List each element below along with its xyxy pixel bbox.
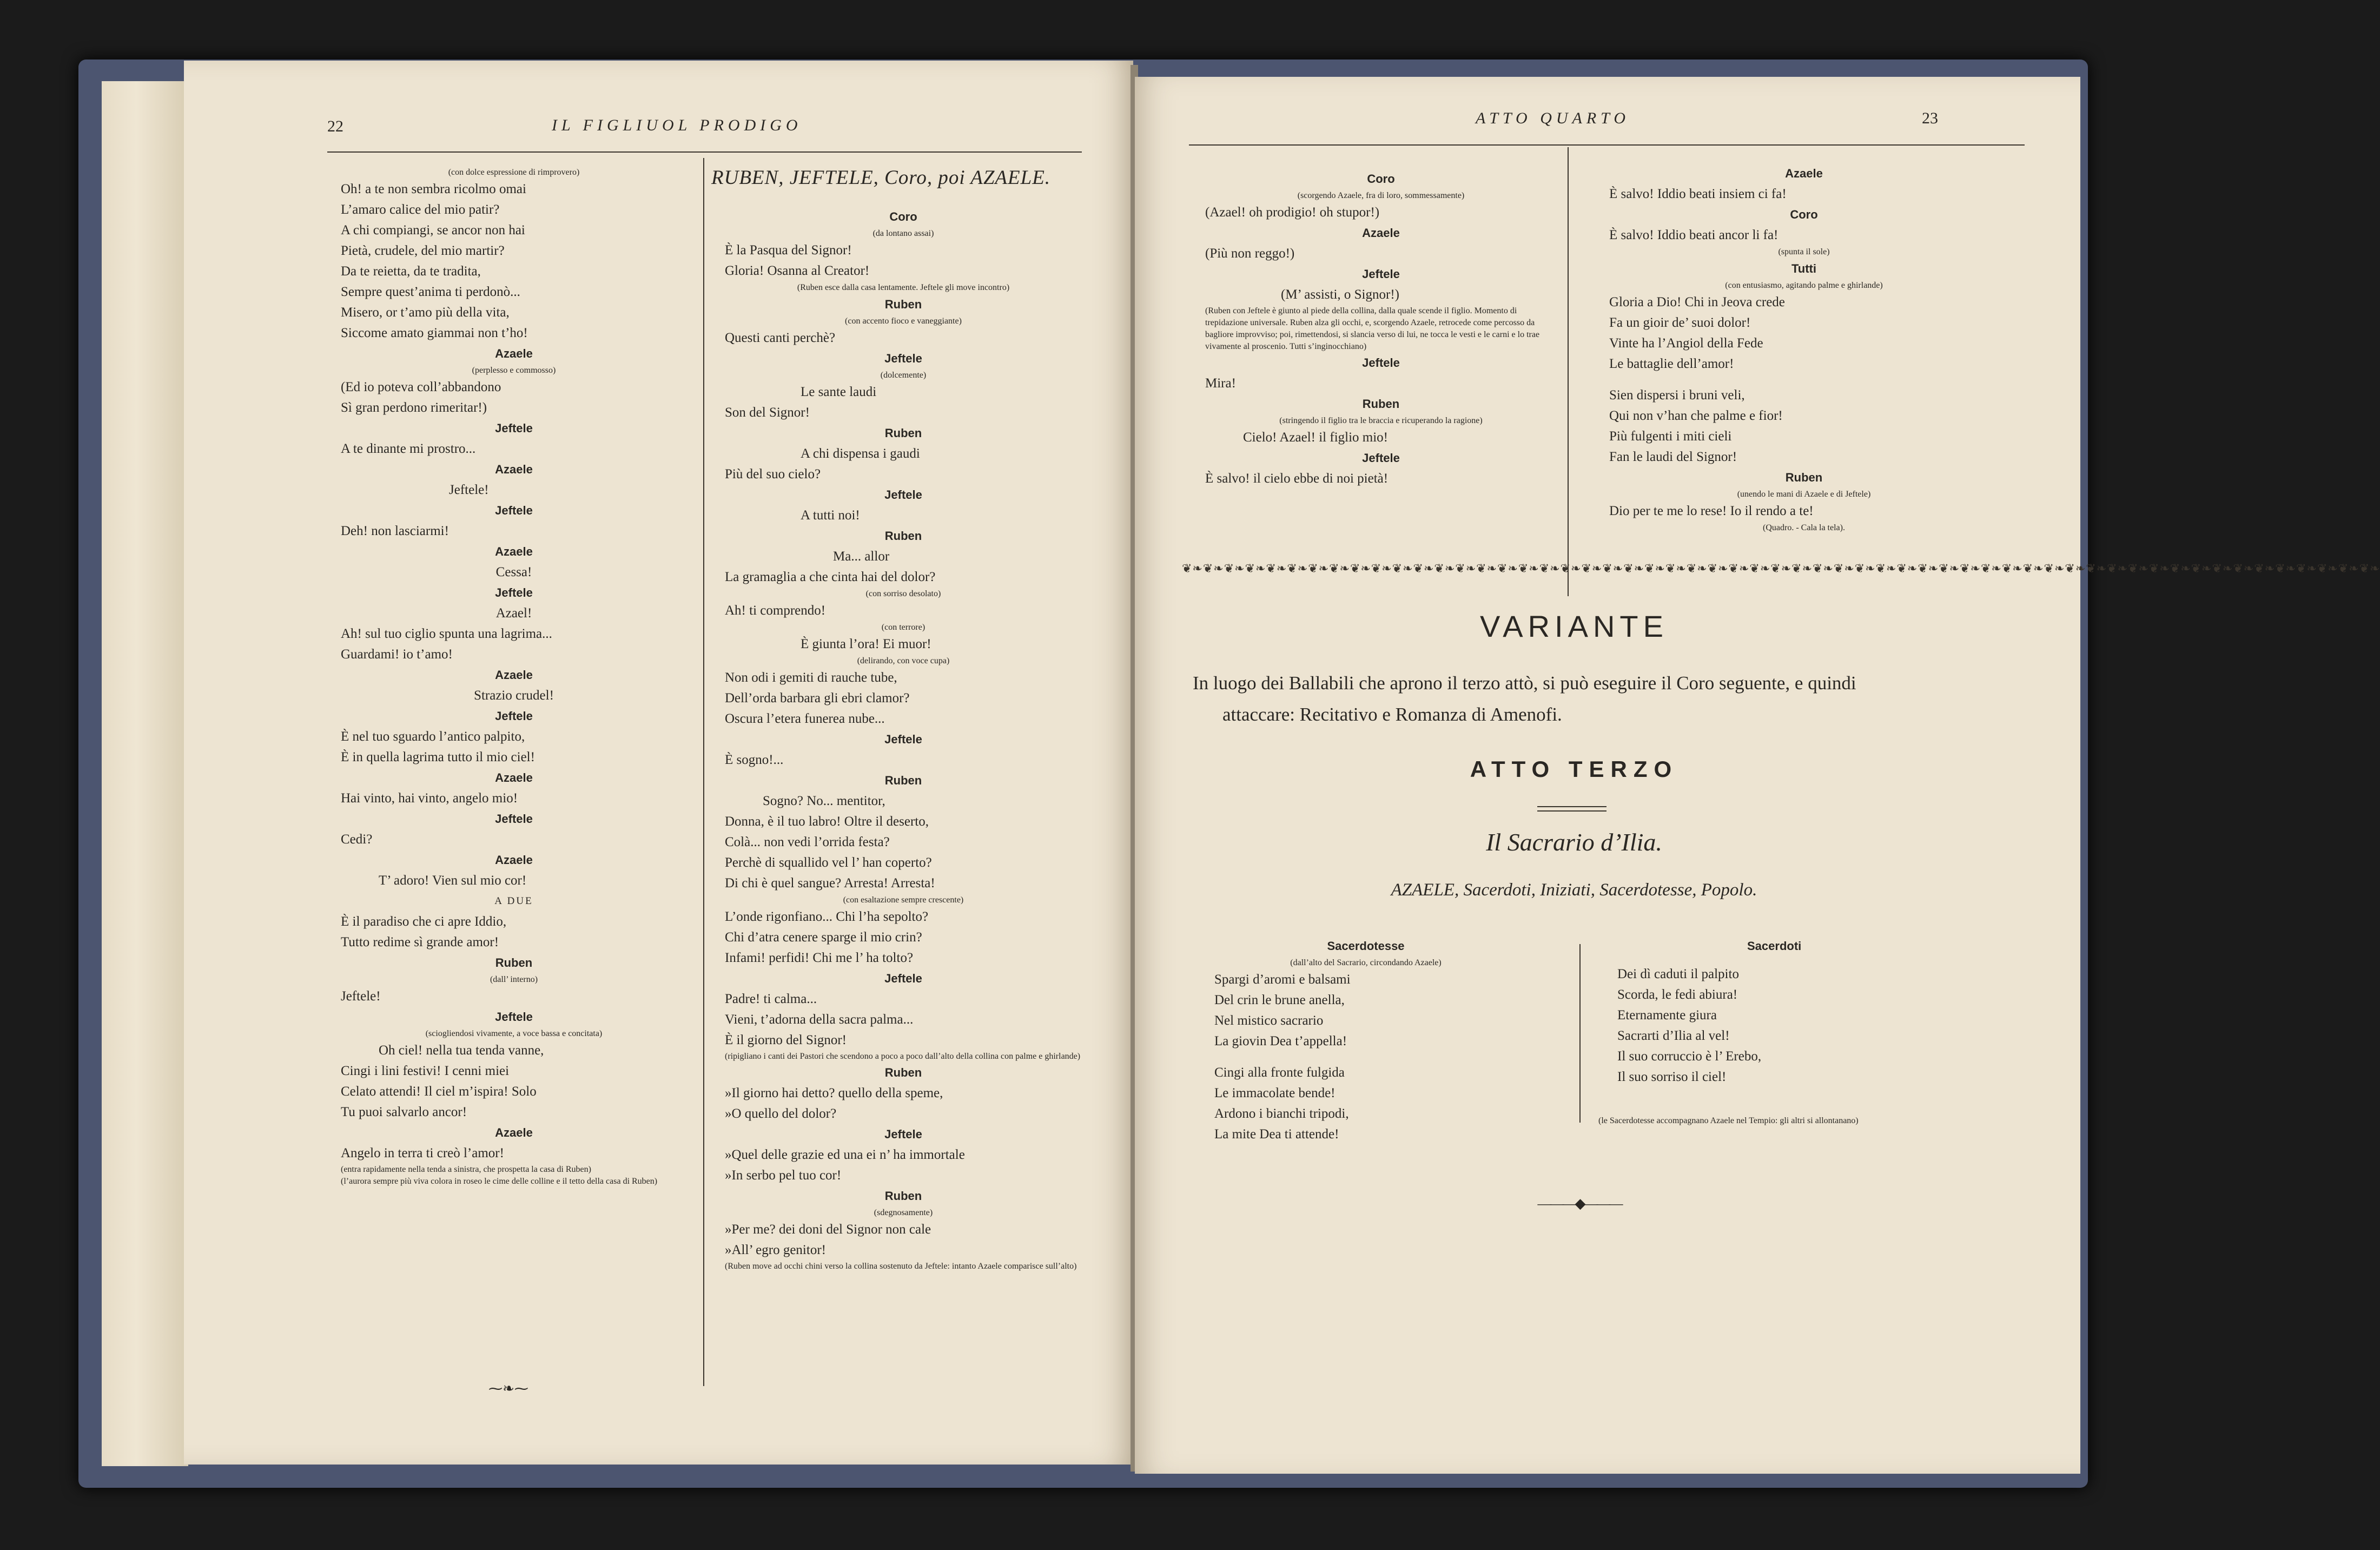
verse-line: Cingi alla fronte fulgida [1214,1065,1345,1080]
verse-line: Questi canti perchè? [725,331,836,345]
verse-lines [1617,964,1942,1087]
speaker-name: Ruben [884,426,922,440]
verse-line: Dio per te me lo rese! Io il rendo a te! [1609,504,1814,518]
stage-direction: (scorgendo Azaele, fra di loro, sommessamente) [1297,191,1465,200]
verse-line: Donna, è il tuo labro! Oltre il deserto, [725,814,929,829]
speaker-name: Azaele [495,853,533,867]
speaker-name: Ruben [884,1066,922,1079]
verse-line: Non odi i gemiti di rauche tube, [725,670,897,685]
verse-line: Cessa! [495,565,532,579]
stage-direction: (Ruben con Jeftele è giunto al piede della collina, dalla quale scende il figlio. Momento di trepidazione universale. Ruben alza gli occhi, e, scorgendo Azaele, retrocede come percosso da bagliore improvviso; poi, rimettendosi, si slancia verso di lui, ne tocca le vesti e le carni e lo trae vivamente al proscenio. Tutti s’inginocchiano) [1205,306,1540,351]
stage-direction: (con dolce espressione di rimprovero) [448,168,580,177]
stage-direction: (stringendo il figlio tra le braccia e ricuperando la ragione) [1279,416,1483,425]
verse-line: A chi dispensa i gaudi [801,446,920,461]
left-column-1 [341,166,687,1188]
verse-line: Il suo sorriso il ciel! [1617,1070,1727,1084]
scene-heading: RUBEN, JEFTELE, Coro, poi AZAELE. [711,167,1051,189]
verse-line: Angelo in terra ti creò l’amor! [341,1146,504,1160]
verse-line: Misero, or t’amo più della vita, [341,305,510,320]
a-due-label: A DUE [494,895,533,907]
speaker-name: Coro [889,210,917,223]
verse-line: Ma... allor [833,549,890,564]
verse-line: Jeftele! [449,483,489,497]
verse-line: (M’ assisti, o Signor!) [1281,287,1399,302]
verse-line: (Azael! oh prodigio! oh stupor!) [1205,205,1380,220]
stage-direction: (con accento fioco e vaneggiante) [845,316,962,326]
verse-line: Oh! a te non sembra ricolmo omai [341,182,526,196]
verse-line: Sacrarti d’Ilia al vel! [1617,1028,1730,1043]
right-column-1 [1205,169,1557,489]
verse-line: Deh! non lasciarmi! [341,524,449,538]
speaker-name: Jeftele [1362,356,1400,370]
verse-divider [1579,944,1581,1123]
verse-line: Chi d’atra cenere sparge il mio crin? [725,930,922,945]
speaker-name: Azaele [1362,226,1400,240]
verse-line: Strazio crudel! [474,688,554,703]
stanza-gap [1214,1052,1517,1063]
speaker-name: Azaele [495,771,533,784]
verse-line: (Ed io poteva coll’abbandono [341,380,501,394]
speaker-name: Azaele [495,1126,533,1139]
stanza-gap [1609,374,1999,385]
end-ornament: ———◆——— [1537,1196,1622,1211]
verse-line: È giunta l’ora! Ei muor! [801,637,931,651]
verse-line: Ardono i bianchi tripodi, [1214,1106,1349,1121]
speaker-name: Jeftele [1362,451,1400,465]
ornament-small: ⁓❧⁓ [488,1381,528,1396]
verse-line: Hai vinto, hai vinto, angelo mio! [341,791,518,806]
verse-line: Vieni, t’adorna della sacra palma... [725,1012,914,1027]
stage-direction: (con esaltazione sempre crescente) [843,895,964,905]
stage-direction: (spunta il sole) [1778,247,1830,256]
verse-line: Infami! perfidi! Chi me l’ ha tolto? [725,951,914,965]
verse-line: Sì gran perdono rimeritar!) [341,400,487,415]
speaker-name: Ruben [884,298,922,311]
verse-line: Tu puoi salvarlo ancor! [341,1105,467,1119]
verse-line: È in quella lagrima tutto il mio ciel! [341,750,535,764]
verse-line: Padre! ti calma... [725,992,817,1006]
verse-line: A chi compiangi, se ancor non hai [341,223,525,238]
verse-line: È il paradiso che ci apre Iddio, [341,914,507,929]
stage-direction: (dall’alto del Sacrario, circondando Azaele) [1290,958,1442,967]
verse-line: Fa un gioir de’ suoi dolor! [1609,315,1751,330]
left-page-number: 22 [327,117,343,135]
variante-title: VARIANTE [1480,609,1668,643]
act-rule [1537,810,1606,812]
stage-direction: (sdegnosamente) [874,1208,933,1217]
stage-direction: (con terrore) [881,623,925,632]
verse-line: Jeftele! [341,989,381,1004]
verse-line: Spargi d’aromi e balsami [1214,972,1351,987]
speaker-name: Jeftele [884,733,922,746]
left-column-2 [725,207,1082,1272]
verse-line: La gramaglia a che cinta hai del dolor? [725,570,936,584]
verse-lines [1214,969,1517,1145]
verse-line: È nel tuo sguardo l’antico palpito, [341,729,525,744]
column-divider [1568,147,1569,596]
verse-line: Più del suo cielo? [725,467,821,482]
verse-line: Ah! sul tuo ciglio spunta una lagrima... [341,626,552,641]
verse-line: »O quello del dolor? [725,1106,837,1121]
left-running-title: IL FIGLIUOL PRODIGO [552,116,802,134]
verse-line: A te dinante mi prostro... [341,441,476,456]
stage-direction: (con entusiasmo, agitando palme e ghirlande) [1725,281,1883,290]
speaker-name: Ruben [495,956,533,969]
verse-line: »Il giorno hai detto? quello della speme, [725,1086,943,1100]
speaker-name: Jeftele [884,352,922,365]
speaker-name: Jeftele [884,488,922,502]
speaker-name: Azaele [1785,167,1823,180]
verse-line: È salvo! Iddio beati ancor li fa! [1609,228,1779,242]
verse-line: La giovin Dea t’appella! [1214,1034,1347,1048]
verse-line: Tutto redime sì grande amor! [341,935,499,949]
variante-text-line-1: In luogo dei Ballabili che aprono il terzo attò, si può eseguire il Coro seguente, e quindi [1193,672,1856,694]
verse-line: Mira! [1205,376,1236,391]
verse-line: Sempre quest’anima ti perdonò... [341,285,520,299]
speaker-name: Jeftele [495,812,533,826]
verse-line: Sien dispersi i bruni veli, [1609,388,1745,403]
verse-line: Guardami! io t’amo! [341,647,453,662]
stage-direction: (sciogliendosi vivamente, a voce bassa e concitata) [425,1029,603,1038]
left-page [184,61,1133,1465]
speaker-name: Ruben [1362,397,1400,411]
verse-line: A tutti noi! [801,508,860,523]
verse-line: Cedi? [341,832,373,847]
stage-direction: (Quadro. - Cala la tela). [1763,523,1845,532]
verse-line: Cielo! Azael! il figlio mio! [1243,430,1388,445]
verse-line: T’ adoro! Vien sul mio cor! [379,873,527,888]
verse-line: Il suo corruccio è l’ Erebo, [1617,1049,1762,1064]
stage-direction: (dolcemente) [880,371,927,380]
verse-line: La mite Dea ti attende! [1214,1127,1339,1142]
verse-line: Del crin le brune anella, [1214,993,1345,1007]
speaker-name: Jeftele [495,421,533,435]
column-divider [703,158,704,1386]
stage-direction: (l’aurora sempre più viva colora in roseo le cime delle colline e il tetto della casa di Ruben) [341,1177,658,1186]
act-rule [1537,806,1606,807]
verse-line: L’amaro calice del mio patir? [341,202,500,217]
verse-line: Più fulgenti i miti cieli [1609,429,1732,444]
verse-line: Pietà, crudele, del mio martir? [341,243,505,258]
verse-line: Gloria! Osanna al Creator! [725,263,870,278]
ornament-band: ❦❧❦❧❦❧❦❧❦❧❦❧❦❧❦❧❦❧❦❧❦❧❦❧❦❧❦❧❦❧❦❧❦❧❦❧❦❧❦❧❦❧❦❧❦❧❦❧❦❧❦❧❦❧❦❧❦❧❦❧❦❧❦❧❦❧❦❧❦❧❦❧❦❧❦❧❦❧❦❧❦❧❦❧❦❧❦❧❦❧❦❧❦❧❦❧❦❧❦❧❦❧❦❧❦❧❦❧❦❧❦❧❦❧ [1182,562,2380,575]
speaker-name: Sacerdoti [1747,939,1802,953]
verse-line: Dei dì caduti il palpito [1617,967,1739,981]
verse-line: L’onde rigonfiano... Chi l’ha sepolto? [725,909,929,924]
verse-line: »In serbo pel tuo cor! [725,1168,842,1183]
speaker-name: Coro [1367,172,1395,186]
speaker-name: Sacerdotesse [1327,939,1405,953]
verse-line: Son del Signor! [725,405,810,420]
stage-direction: (perplesso e commosso) [472,366,556,375]
verse-line: Dell’orda barbara gli ebri clamor? [725,691,910,705]
stage-direction: (da lontano assai) [872,229,934,238]
verse-line: Eternamente giura [1617,1008,1717,1023]
speaker-name: Jeftele [884,972,922,985]
speaker-name: Coro [1790,208,1818,221]
verse-line: Cingi i lini festivi! I cenni miei [341,1064,510,1078]
speaker-name: Jeftele [1362,267,1400,281]
verse-line: È il giorno del Signor! [725,1033,847,1047]
verse-line: Fan le laudi del Signor! [1609,450,1737,464]
verse-line: Colà... non vedi l’orrida festa? [725,835,890,849]
verse-line: Celato attendi! Il ciel m’ispira! Solo [341,1084,537,1099]
verse-line: »Quel delle grazie ed una ei n’ ha immortale [725,1147,965,1162]
verse-line: Azael! [495,606,532,621]
verse-line: (Più non reggo!) [1205,246,1295,261]
variante-text-line-2: attaccare: Recitativo e Romanza di Amenofi. [1222,704,1562,725]
verse-line: È la Pasqua del Signor! [725,243,852,258]
verse-line: È sogno!... [725,753,784,767]
speaker-name: Jeftele [495,709,533,723]
verse-line: Le battaglie dell’amor! [1609,357,1734,371]
stage-direction: (le Sacerdotesse accompagnano Azaele nel Tempio: gli altri si allontanano) [1598,1116,1859,1125]
verse-line: Qui non v’han che palme e fior! [1609,408,1783,423]
header-rule [1189,144,2025,146]
speaker-name: Ruben [1785,471,1823,484]
sacerdotesse-block [1214,936,1517,1145]
speaker-name: Azaele [495,463,533,476]
speaker-name: Azaele [495,668,533,682]
verse-line: Da te reietta, da te tradita, [341,264,481,279]
right-column-2 [1609,163,1999,535]
stage-direction: (entra rapidamente nella tenda a sinistra, che prospetta la casa di Ruben) [341,1165,591,1174]
scene-title: Il Sacrario d’Ilia. [1486,828,1662,856]
verse-line: Nel mistico sacrario [1214,1013,1324,1028]
stage-direction: (unendo le mani di Azaele e di Jeftele) [1737,490,1871,499]
right-page-number: 23 [1922,109,1938,127]
verse-line: È salvo! Iddio beati insiem ci fa! [1609,187,1787,201]
verse-line: Vinte ha l’Angiol della Fede [1609,336,1763,351]
speaker-name: Ruben [884,529,922,543]
speaker-name: Ruben [884,774,922,787]
speaker-name: Jeftele [495,586,533,599]
speaker-name: Tutti [1791,262,1816,275]
speaker-name: Azaele [495,545,533,558]
verse-line: Ah! ti comprendo! [725,603,826,618]
verse-line: Di chi è quel sangue? Arresta! Arresta! [725,876,935,891]
right-running-title: ATTO QUARTO [1476,109,1630,127]
stage-direction: (dall’ interno) [490,975,538,984]
speaker-name: Jeftele [495,504,533,517]
speaker-name: Ruben [884,1189,922,1203]
verse-line: Le sante laudi [801,385,877,399]
page-edge-stack [102,81,188,1466]
verse-line: Perchè di squallido vel l’ han coperto? [725,855,932,870]
sacerdoti-block [1617,936,1942,1087]
act-title: ATTO TERZO [1470,756,1678,782]
stage-direction: (delirando, con voce cupa) [857,656,950,665]
verse-line: Gloria a Dio! Chi in Jeova crede [1609,295,1785,309]
verse-line: Siccome amato giammai non t’ho! [341,326,528,340]
verse-line: Scorda, le fedi abiura! [1617,987,1738,1002]
stage-direction: (con sorriso desolato) [865,589,941,598]
header-rule [327,151,1082,153]
verse-line: »Per me? dei doni del Signor non cale [725,1222,931,1237]
speaker-name: Jeftele [884,1127,922,1141]
characters-line: AZAELE, Sacerdoti, Iniziati, Sacerdotesse, Popolo. [1391,880,1757,900]
verse-line: È salvo! il cielo ebbe di noi pietà! [1205,471,1389,486]
verse-line: Sogno? No... mentitor, [763,794,885,808]
verse-line: Oscura l’etera funerea nube... [725,711,885,726]
stage-direction: (ripigliano i canti dei Pastori che scendono a poco a poco dall’alto della collina con palme e ghirlande) [725,1052,1081,1061]
verse-line: Oh ciel! nella tua tenda vanne, [379,1043,544,1058]
stage-direction: (Ruben move ad occhi chini verso la collina sostenuto da Jeftele: intanto Azaele comparisce sull’alto) [725,1262,1077,1271]
verse-line: »All’ egro genitor! [725,1243,826,1257]
speaker-name: Azaele [495,347,533,360]
verse-line: Le immacolate bende! [1214,1086,1336,1100]
speaker-name: Jeftele [495,1010,533,1024]
stage-direction: (Ruben esce dalla casa lentamente. Jeftele gli move incontro) [797,283,1010,292]
